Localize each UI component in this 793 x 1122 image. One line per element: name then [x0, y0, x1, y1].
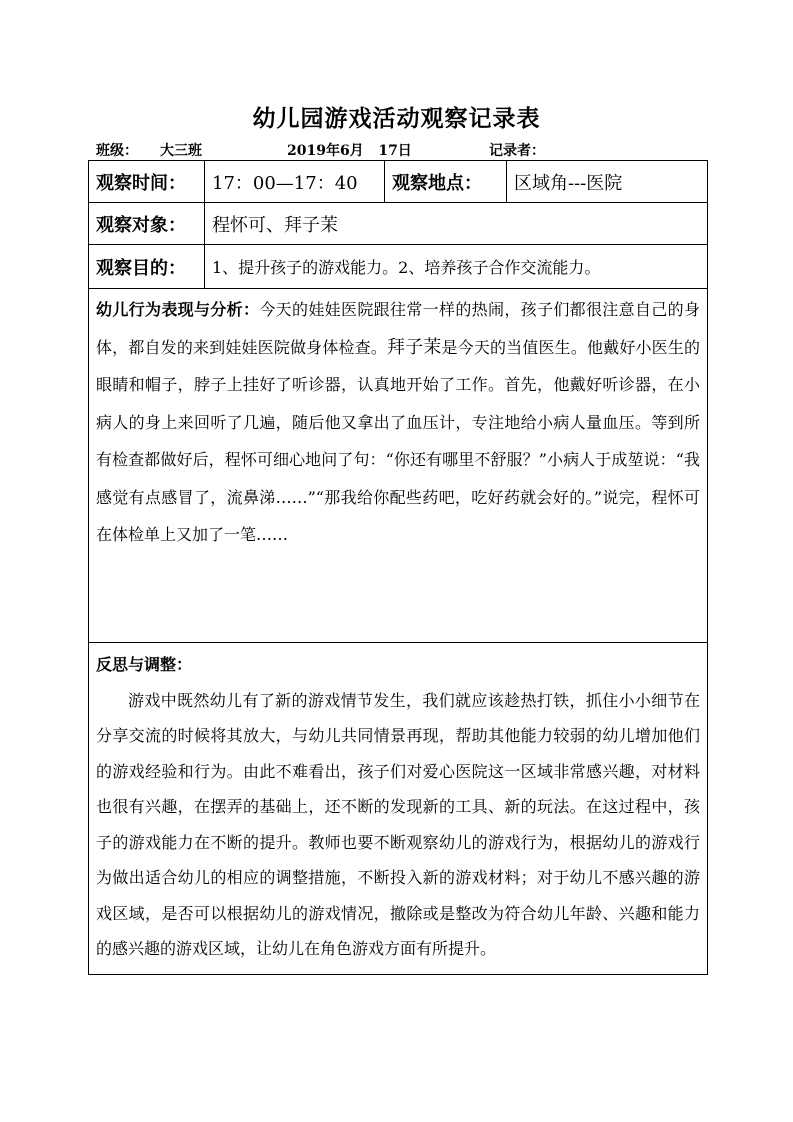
behavior-name: 拜子茉 — [387, 336, 442, 358]
goal-label: 观察目的： — [89, 245, 205, 289]
reflection-cell — [89, 643, 708, 975]
class-label: 班级： — [96, 143, 138, 159]
time-value: 17：00—17：40 — [205, 161, 385, 203]
record-date: 2019年6月 17日 — [287, 143, 412, 159]
subject-label: 观察对象： — [89, 203, 205, 245]
goal-row — [89, 245, 708, 289]
reflection-label: 反思与调整： — [96, 655, 193, 674]
observation-table — [88, 160, 708, 975]
time-label: 观察时间： — [89, 161, 205, 203]
place-value: 区域角---医院 — [507, 161, 708, 203]
reflection-text: 游戏中既然幼儿有了新的游戏情节发生，我们就应该趁热打铁，抓住小小细节在分享交流的时候将其放大，与幼儿共同情景再现，帮助其他能力较弱的幼儿增加他们的游戏经验和行为。由此不难看出，孩子们对爱心医院这一区域非常感兴趣，对材料也很有兴趣，在摆弄的基础上，还不断的发现新的工具、新的玩法。在这过程中，孩子的游戏能力在不断的提升。教师也要不断观察幼儿的游戏行为，根据幼儿的游戏行为做出适合幼儿的相应的调整措施，不断投入新的游戏材料；对于幼儿不感兴趣的游戏区域，是否可以根据幼儿的游戏情况，撤除或是整改为符合幼儿年龄、兴趣和能力的感兴趣的游戏区域，让幼儿在角色游戏方面有所提升。 — [96, 690, 700, 958]
behavior-row — [89, 289, 708, 643]
goal-value: 1、提升孩子的游戏能力。2、培养孩子合作交流能力。 — [205, 245, 708, 289]
reflection-row — [89, 643, 708, 975]
place-label: 观察地点： — [385, 161, 507, 203]
behavior-text-1: 今天的娃娃医院跟往常一样的热闹，孩子们都很注意自己的身体，都自发的来到娃娃医院做身体检查。 — [96, 300, 700, 357]
time-place-row — [89, 161, 708, 203]
subject-row — [89, 203, 708, 245]
subject-value: 程怀可、拜子茉 — [205, 203, 708, 245]
document-title: 幼儿园游戏活动观察记录表 — [252, 105, 541, 132]
behavior-text-2: 是今天的当值医生。他戴好小医生的眼睛和帽子，脖子上挂好了听诊器，认真地开始了工作。首先，他戴好听诊器，在小病人的身上来回听了几遍，随后他又拿出了血压计，专注地给小病人量血压。等到所有检查都做好后，程怀可细心地问了句：“你还有哪里不舒服？”小病人于成堃说：“我感觉有点感冒了，流鼻涕……”“那我给你配些药吧，吃好药就会好的。”说完，程怀可在体检单上又加了一笔…… — [96, 337, 700, 544]
recorder-label: 记录者： — [489, 143, 545, 159]
behavior-cell — [89, 289, 708, 643]
class-value: 大三班 — [160, 143, 202, 159]
behavior-label: 幼儿行为表现与分析： — [96, 300, 260, 319]
